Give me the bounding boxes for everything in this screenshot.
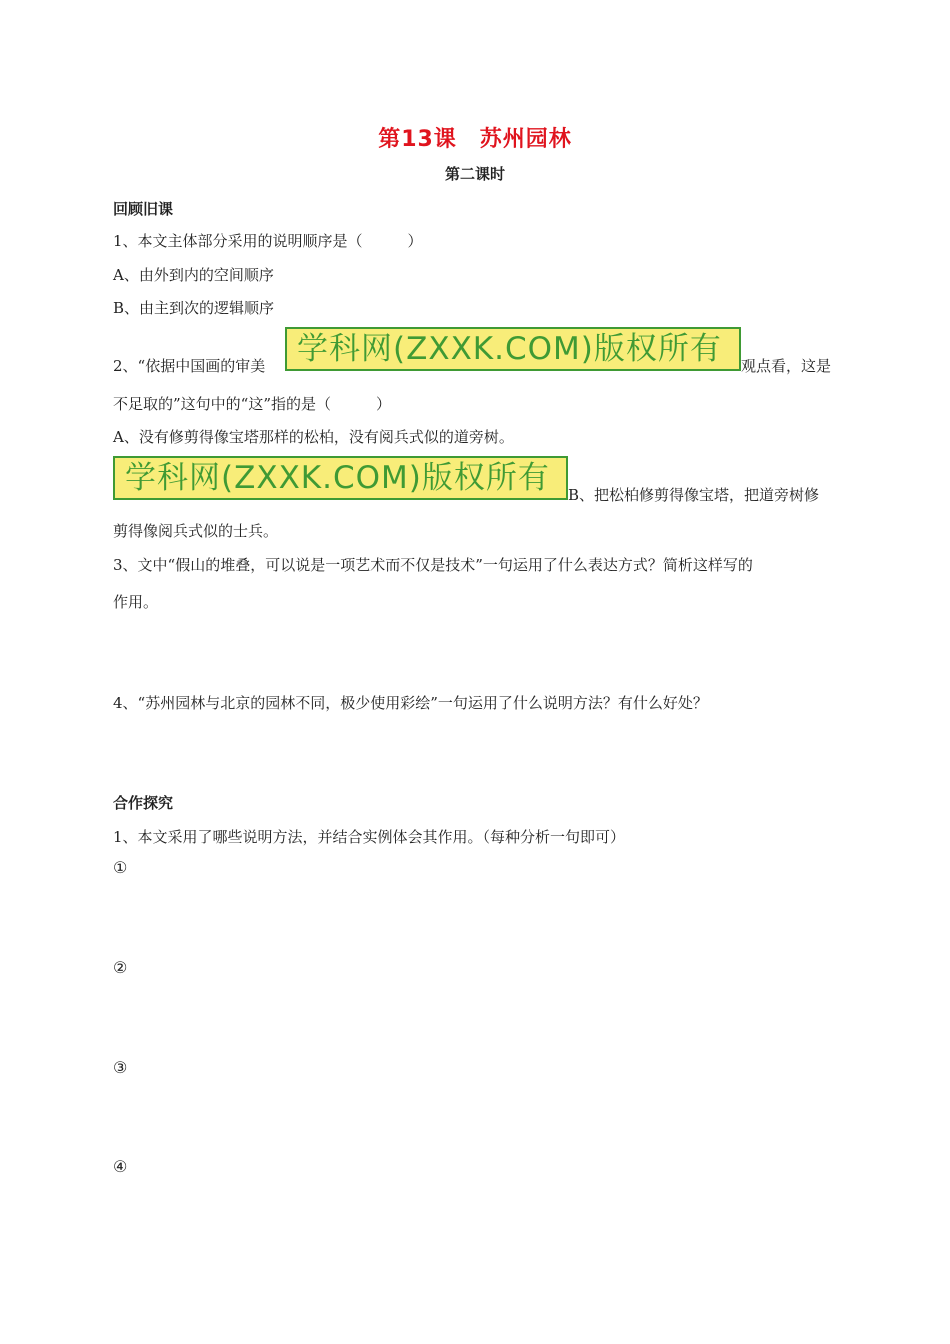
watermark-stamp: 学科网(ZXXK.COM)版权所有	[285, 327, 741, 371]
question-1-option-b: B、由主到次的逻辑顺序	[113, 299, 275, 317]
explore-question-1: 1、本文采用了哪些说明方法，并结合实例体会其作用。（每种分析一句即可）	[113, 828, 626, 846]
question-2-line2: 不足取的”这句中的“这”指的是（ ）	[113, 395, 392, 413]
answer-marker-1: ①	[113, 858, 128, 877]
question-1: 1、本文主体部分采用的说明顺序是（ ）	[113, 232, 423, 250]
section-heading-explore: 合作探究	[113, 794, 174, 812]
section-heading-review: 回顾旧课	[113, 200, 174, 218]
question-2-part1: 2、“依据中国画的审美	[113, 357, 266, 375]
question-2-option-a: A、没有修剪得像宝塔那样的松柏，没有阅兵式似的道旁树。	[113, 428, 514, 446]
question-3-line1: 3、文中“假山的堆叠，可以说是一项艺术而不仅是技术”一句运用了什么表达方式？简析这样写的	[113, 556, 753, 574]
watermark-stamp: 学科网(ZXXK.COM)版权所有	[113, 456, 568, 500]
page-title: 第13课 苏州园林	[378, 127, 572, 152]
answer-marker-3: ③	[113, 1058, 128, 1077]
question-2-part2: 观点看，这是	[741, 357, 832, 375]
question-4: 4、“苏州园林与北京的园林不同，极少使用彩绘”一句运用了什么说明方法？有什么好处？	[113, 694, 708, 712]
page-subtitle: 第二课时	[444, 165, 505, 183]
question-1-option-a: A、由外到内的空间顺序	[113, 266, 274, 284]
question-3-line2: 作用。	[113, 593, 159, 611]
question-2-option-b-line2: 剪得像阅兵式似的士兵。	[113, 522, 279, 540]
answer-marker-4: ④	[113, 1157, 128, 1176]
question-2-option-b: B、把松柏修剪得像宝塔，把道旁树修	[568, 486, 820, 504]
answer-marker-2: ②	[113, 958, 128, 977]
